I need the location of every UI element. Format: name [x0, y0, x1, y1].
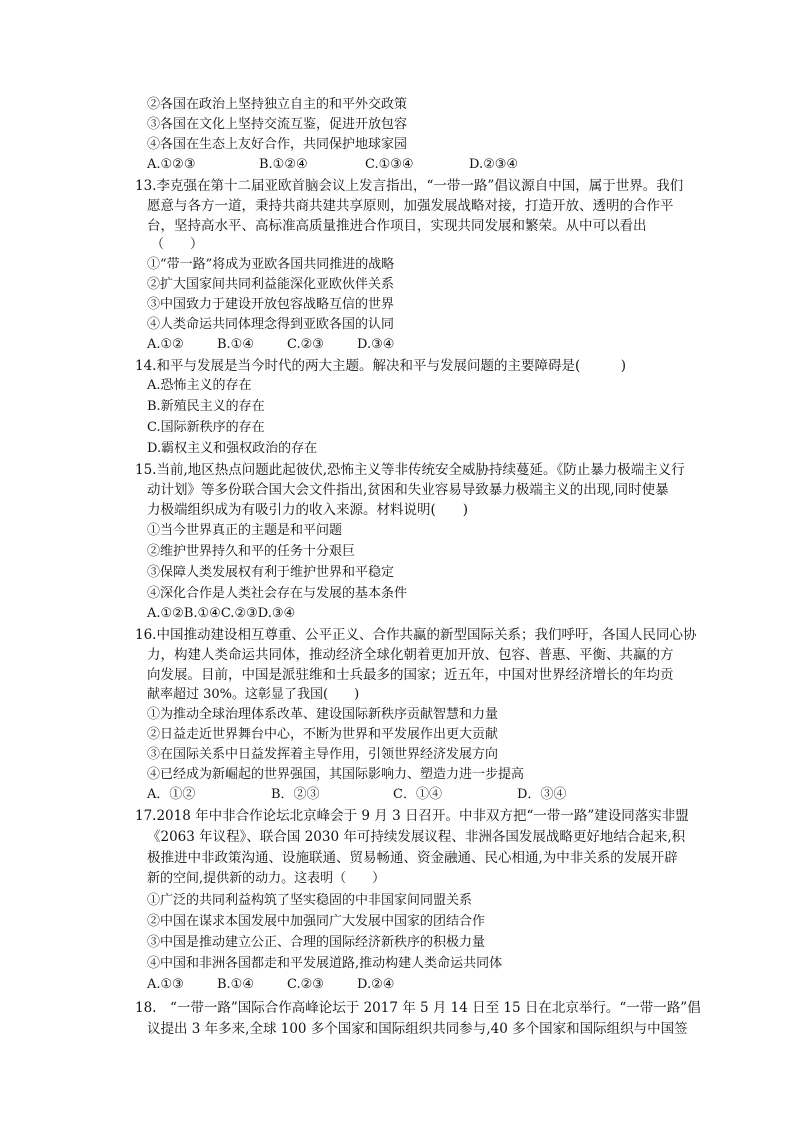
q13-option-b: B.①④: [217, 337, 254, 352]
q13-answer-blank: （ ）: [151, 237, 204, 252]
q13-item-4: ④人类命运共同体理念得到亚欧各国的认同: [147, 317, 395, 332]
q16-item-3: ③在国际关系中日益发挥着主导作用，引领世界经济发展方向: [147, 747, 499, 762]
q17-stem-line-3: 极推进中非政策沟通、设施联通、贸易畅通、资金融通、民心相通,为中非关系的发展开辟: [147, 850, 678, 866]
q12-option-c: C.①③④: [365, 157, 414, 172]
q17-item-2: ②中国在谋求本国发展中加强同广大发展中国家的团结合作: [147, 914, 486, 929]
q15-item-2: ②维护世界持久和平的任务十分艰巨: [147, 544, 356, 559]
q13-item-2: ②扩大国家间共同利益能深化亚欧伙伴关系: [147, 277, 395, 292]
q12-option-a: A.①②③: [147, 157, 196, 172]
q16-stem-line-3: 向发展。目前，中国是派驻维和士兵最多的国家；近五年，中国对世界经济增长的年均贡: [147, 667, 674, 683]
q14-choice-a: A.恐怖主义的存在: [147, 378, 252, 393]
q15-options: A.①②B.①④C.②③D.③④: [147, 606, 296, 621]
q17-item-4: ④中国和非洲各国都走和平发展道路,推动构建人类命运共同体: [147, 956, 503, 971]
q12-option-b: B.①②④: [259, 157, 308, 172]
q16-option-b: B．②③: [271, 787, 320, 802]
q15-stem-line-1: 15.当前,地区热点问题此起彼伏,恐怖主义等非传统安全威胁持续蔓延。《防止暴力极端主义行: [135, 462, 685, 478]
q16-item-2: ②日益走近世界舞台中心，不断为世界和平发展作出更大贡献: [147, 727, 499, 742]
q13-stem-line-2: 愿意与各方一道，秉持共商共建共享原则，加强发展战略对接，打造开放、透明的合作平: [147, 198, 674, 214]
q17-option-b: B.①④: [217, 977, 254, 992]
q15-stem-line-2: 动计划》等多份联合国大会文件指出,贫困和失业容易导致暴力极端主义的出现,同时使暴: [147, 482, 669, 498]
q12-option-d: D.②③④: [469, 157, 519, 172]
q14-choice-d: D.霸权主义和强权政治的存在: [147, 441, 318, 456]
q16-option-a: A．①②: [147, 787, 196, 802]
q15-stem-line-3: 力极端组织成为有吸引力的收入来源。材料说明( ): [147, 502, 469, 518]
q13-item-1: ①“带一路”将成为亚欧各国共同推进的战略: [147, 257, 395, 272]
q13-option-c: C.②③: [287, 337, 324, 352]
q17-option-a: A.①③: [147, 977, 184, 992]
q17-item-3: ③中国是推动建立公正、合理的国际经济新秩序的积极力量: [147, 935, 486, 950]
q15-item-3: ③保障人类发展权有利于维护世界和平稳定: [147, 565, 395, 580]
q15-item-4: ④深化合作是人类社会存在与发展的基本条件: [147, 586, 408, 601]
q18-stem-line-2: 议提出 3 年多来,全球 100 多个国家和国际组织共同参与,40 多个国家和国际组织与中国签: [147, 1021, 688, 1037]
q16-options: [147, 785, 647, 805]
q17-option-c: C.②③: [287, 977, 324, 992]
q16-item-4: ④已经成为新崛起的世界强国，其国际影响力、塑造力进一步提高: [147, 767, 525, 782]
q14-choice-b: B.新殖民主义的存在: [147, 399, 265, 414]
q13-options: [147, 335, 547, 355]
q16-option-d: D．③④: [517, 787, 567, 802]
q17-stem-line-1: 17.2018 年中非合作论坛北京峰会于 9 月 3 日召开。中非双方把“一带一路”建设同落实非盟: [135, 808, 689, 824]
q16-item-1: ①为推动全球治理体系改革、建设国际新秩序贡献智慧和力量: [147, 707, 499, 722]
q13-option-a: A.①②: [147, 337, 184, 352]
q15-item-1: ①当今世界真正的主题是和平问题: [147, 523, 343, 538]
q13-stem-line-1: 13.李克强在第十二届亚欧首脑会议上发言指出，“一带一路”倡议源自中国，属于世界。我们: [135, 178, 684, 194]
q18-stem-line-1: 18. “一带一路”国际合作高峰论坛于 2017 年 5 月 14 日至 15 日在北京举行。“一带一路”倡: [135, 1000, 701, 1016]
q17-options: [147, 975, 547, 995]
q14-stem: 14.和平与发展是当今时代的两大主题。解决和平与发展问题的主要障碍是( ): [135, 358, 627, 374]
q13-option-d: D.③④: [357, 337, 395, 352]
q12-item-3: ③各国在文化上坚持交流互鉴，促进开放包容: [147, 117, 408, 132]
q17-option-d: D.②④: [357, 977, 395, 992]
q16-stem-line-2: 力，构建人类命运共同体，推动经济全球化朝着更加开放、包容、普惠、平衡、共赢的方: [147, 647, 674, 663]
q17-stem-line-2: 《2063 年议程》、联合国 2030 年可持续发展议程、非洲各国发展战略更好地结合起来,积: [147, 829, 686, 845]
q12-item-2: ②各国在政治上坚持独立自主的和平外交政策: [147, 97, 408, 112]
q14-choice-c: C.国际新秩序的存在: [147, 420, 265, 435]
q17-stem-line-4: 新的空间,提供新的动力。这表明（ ）: [147, 871, 386, 886]
q16-stem-line-1: 16.中国推动建设相互尊重、公平正义、合作共赢的新型国际关系；我们呼吁，各国人民同心协: [135, 627, 697, 643]
q13-item-3: ③中国致力于建设开放包容战略互信的世界: [147, 297, 395, 312]
q16-stem-line-4: 献率超过 30%。这彰显了我国( ): [147, 687, 360, 702]
q13-stem-line-3: 台，坚持高水平、高标准高质量推进合作项目，实现共同发展和繁荣。从中可以看出: [147, 218, 647, 234]
q12-item-4: ④各国在生态上友好合作，共同保护地球家园: [147, 137, 408, 152]
q16-option-c: C．①④: [393, 787, 442, 802]
q17-item-1: ①广泛的共同利益构筑了坚实稳固的中非国家间同盟关系: [147, 893, 473, 908]
q12-options: [147, 155, 647, 175]
